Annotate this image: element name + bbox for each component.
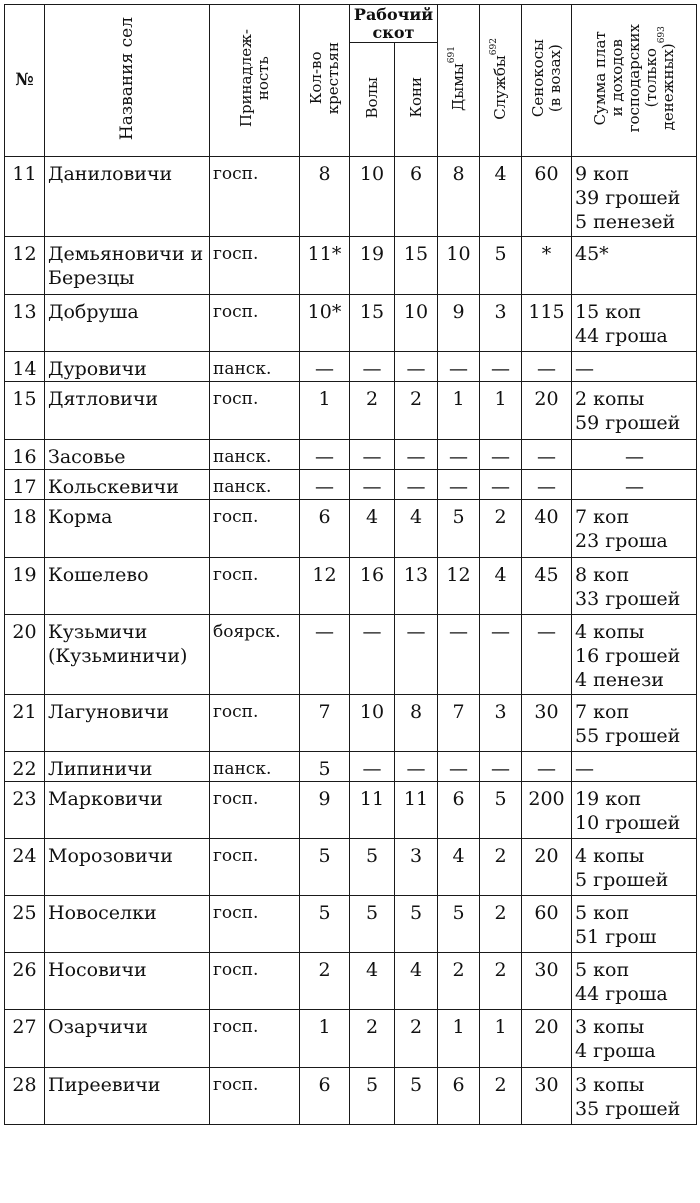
peasants-count: 1 [300,1010,350,1068]
smokes-count: 1 [438,1010,480,1068]
ownership: госп. [210,500,300,558]
peasants-count: 5 [300,896,350,953]
header-oxen: Волы [350,43,395,157]
horses-count: — [395,752,438,782]
header-number: № [5,5,45,157]
table-row [5,500,697,558]
services-count: 3 [480,695,522,752]
ownership: госп. [210,839,300,896]
hay-count: 60 [522,896,572,953]
table-row [5,896,697,953]
horses-count: — [395,470,438,500]
services-count: — [480,352,522,382]
ownership: госп. [210,695,300,752]
village-name: Марковичи [45,782,210,839]
header-livestock: Рабочий скот [350,5,438,43]
hay-count: — [522,615,572,695]
payment-sum: 8 коп 33 грошей [572,558,697,615]
smokes-count: 5 [438,896,480,953]
table-row [5,352,697,382]
smokes-count: 12 [438,558,480,615]
horses-count: 4 [395,953,438,1010]
payment-sum: — [572,470,697,500]
peasants-count: 5 [300,839,350,896]
table-row [5,157,697,237]
peasants-count: 6 [300,1068,350,1125]
hay-count: 30 [522,953,572,1010]
village-name: Добруша [45,295,210,352]
table-row [5,782,697,839]
header-services: Службы$^{692}$ [480,5,522,157]
smokes-count: 1 [438,382,480,440]
ownership: госп. [210,157,300,237]
header-peasants: Кол-во крестьян [300,5,350,157]
smokes-count: — [438,440,480,470]
village-name: Липиничи [45,752,210,782]
smokes-count: 2 [438,953,480,1010]
horses-count: — [395,615,438,695]
ownership: госп. [210,1010,300,1068]
oxen-count: 11 [350,782,395,839]
services-count: 4 [480,558,522,615]
row-number: 22 [5,752,45,782]
services-count: 2 [480,1068,522,1125]
ownership: панск. [210,470,300,500]
row-number: 14 [5,352,45,382]
payment-sum: 7 коп 23 гроша [572,500,697,558]
services-count: 1 [480,1010,522,1068]
ownership: панск. [210,352,300,382]
ownership: госп. [210,237,300,295]
row-number: 26 [5,953,45,1010]
oxen-count: — [350,440,395,470]
horses-count: 6 [395,157,438,237]
village-name: Кольскевичи [45,470,210,500]
header-horses: Кони [395,43,438,157]
table-row [5,295,697,352]
village-name: Озарчичи [45,1010,210,1068]
row-number: 18 [5,500,45,558]
hay-count: 30 [522,695,572,752]
horses-count: 10 [395,295,438,352]
table-body [5,157,697,1125]
peasants-count: — [300,440,350,470]
villages-table [4,4,697,1125]
payment-sum: 2 копы 59 грошей [572,382,697,440]
ownership: госп. [210,558,300,615]
row-number: 13 [5,295,45,352]
horses-count: — [395,352,438,382]
horses-count: 2 [395,382,438,440]
village-name: Морозовичи [45,839,210,896]
horses-count: 11 [395,782,438,839]
peasants-count: — [300,615,350,695]
peasants-count: 11* [300,237,350,295]
services-count: 1 [480,382,522,440]
horses-count: 2 [395,1010,438,1068]
services-count: 2 [480,896,522,953]
oxen-count: 5 [350,896,395,953]
oxen-count: — [350,470,395,500]
horses-count: 3 [395,839,438,896]
hay-count: — [522,440,572,470]
horses-count: 13 [395,558,438,615]
payment-sum: 3 копы 35 грошей [572,1068,697,1125]
services-count: — [480,440,522,470]
ownership: боярск. [210,615,300,695]
peasants-count: 6 [300,500,350,558]
oxen-count: 4 [350,953,395,1010]
payment-sum: 45* [572,237,697,295]
services-count: 2 [480,953,522,1010]
payment-sum: 4 копы 16 грошей 4 пенези [572,615,697,695]
horses-count: 4 [395,500,438,558]
table-row [5,558,697,615]
payment-sum: 4 копы 5 грошей [572,839,697,896]
row-number: 23 [5,782,45,839]
services-count: 3 [480,295,522,352]
header-smokes: Дымы$^{691}$ [438,5,480,157]
hay-count: 20 [522,382,572,440]
smokes-count: 6 [438,782,480,839]
peasants-count: 5 [300,752,350,782]
hay-count: 45 [522,558,572,615]
table-row [5,470,697,500]
horses-count: 15 [395,237,438,295]
services-count: — [480,615,522,695]
oxen-count: 15 [350,295,395,352]
village-name: Дятловичи [45,382,210,440]
hay-count: — [522,352,572,382]
smokes-count: — [438,352,480,382]
oxen-count: 5 [350,1068,395,1125]
village-name: Кошелево [45,558,210,615]
hay-count: 30 [522,1068,572,1125]
payment-sum: — [572,352,697,382]
ownership: госп. [210,782,300,839]
hay-count: * [522,237,572,295]
payment-sum: — [572,752,697,782]
services-count: 2 [480,500,522,558]
oxen-count: 16 [350,558,395,615]
table-row [5,382,697,440]
smokes-count: — [438,615,480,695]
village-name: Кузьмичи (Кузьминичи) [45,615,210,695]
services-count: 2 [480,839,522,896]
hay-count: — [522,752,572,782]
table-row [5,752,697,782]
services-count: 5 [480,237,522,295]
payment-sum: 9 коп 39 грошей 5 пенезей [572,157,697,237]
ownership: госп. [210,382,300,440]
services-count: 5 [480,782,522,839]
horses-count: 5 [395,1068,438,1125]
horses-count: 8 [395,695,438,752]
row-number: 28 [5,1068,45,1125]
peasants-count: 12 [300,558,350,615]
table-row [5,1010,697,1068]
table-header [5,5,697,157]
oxen-count: 2 [350,1010,395,1068]
peasants-count: 7 [300,695,350,752]
services-count: — [480,470,522,500]
hay-count: — [522,470,572,500]
table-row [5,695,697,752]
village-name: Пиреевичи [45,1068,210,1125]
oxen-count: — [350,752,395,782]
table-row [5,1068,697,1125]
payment-sum: 19 коп 10 грошей [572,782,697,839]
peasants-count: — [300,352,350,382]
village-name: Дуровичи [45,352,210,382]
payment-sum: 5 коп 44 гроша [572,953,697,1010]
smokes-count: — [438,470,480,500]
row-number: 12 [5,237,45,295]
ownership: госп. [210,295,300,352]
oxen-count: 10 [350,157,395,237]
ownership: панск. [210,440,300,470]
oxen-count: — [350,352,395,382]
village-name: Даниловичи [45,157,210,237]
table-row [5,440,697,470]
header-village: Названия сел [45,5,210,157]
peasants-count: 2 [300,953,350,1010]
table-row [5,839,697,896]
hay-count: 20 [522,839,572,896]
village-name: Новоселки [45,896,210,953]
smokes-count: 5 [438,500,480,558]
village-name: Засовье [45,440,210,470]
oxen-count: — [350,615,395,695]
smokes-count: 7 [438,695,480,752]
row-number: 16 [5,440,45,470]
ownership: госп. [210,1068,300,1125]
ownership: госп. [210,953,300,1010]
header-hay: Сенокосы (в возах) [522,5,572,157]
table-row [5,237,697,295]
village-name: Лагуновичи [45,695,210,752]
row-number: 27 [5,1010,45,1068]
row-number: 20 [5,615,45,695]
row-number: 15 [5,382,45,440]
row-number: 17 [5,470,45,500]
hay-count: 60 [522,157,572,237]
row-number: 19 [5,558,45,615]
table-row [5,953,697,1010]
horses-count: 5 [395,896,438,953]
hay-count: 115 [522,295,572,352]
hay-count: 200 [522,782,572,839]
hay-count: 20 [522,1010,572,1068]
row-number: 25 [5,896,45,953]
peasants-count: — [300,470,350,500]
village-name: Демьяновичи и Березцы [45,237,210,295]
table-row [5,615,697,695]
row-number: 21 [5,695,45,752]
peasants-count: 1 [300,382,350,440]
smokes-count: — [438,752,480,782]
hay-count: 40 [522,500,572,558]
village-name: Носовичи [45,953,210,1010]
document-page [4,4,697,1125]
oxen-count: 2 [350,382,395,440]
oxen-count: 10 [350,695,395,752]
oxen-count: 5 [350,839,395,896]
services-count: — [480,752,522,782]
services-count: 4 [480,157,522,237]
payment-sum: 7 коп 55 грошей [572,695,697,752]
payment-sum: 15 коп 44 гроша [572,295,697,352]
payment-sum: 5 коп 51 грош [572,896,697,953]
payment-sum: — [572,440,697,470]
village-name: Корма [45,500,210,558]
smokes-count: 8 [438,157,480,237]
header-sum: Сумма плат и доходов господарских (только денежных)$^{693}$ [572,5,697,157]
smokes-count: 6 [438,1068,480,1125]
horses-count: — [395,440,438,470]
ownership: госп. [210,896,300,953]
smokes-count: 10 [438,237,480,295]
peasants-count: 8 [300,157,350,237]
row-number: 24 [5,839,45,896]
oxen-count: 19 [350,237,395,295]
peasants-count: 9 [300,782,350,839]
header-ownership: Принадлеж- ность [210,5,300,157]
peasants-count: 10* [300,295,350,352]
smokes-count: 4 [438,839,480,896]
payment-sum: 3 копы 4 гроша [572,1010,697,1068]
smokes-count: 9 [438,295,480,352]
oxen-count: 4 [350,500,395,558]
row-number: 11 [5,157,45,237]
ownership: панск. [210,752,300,782]
